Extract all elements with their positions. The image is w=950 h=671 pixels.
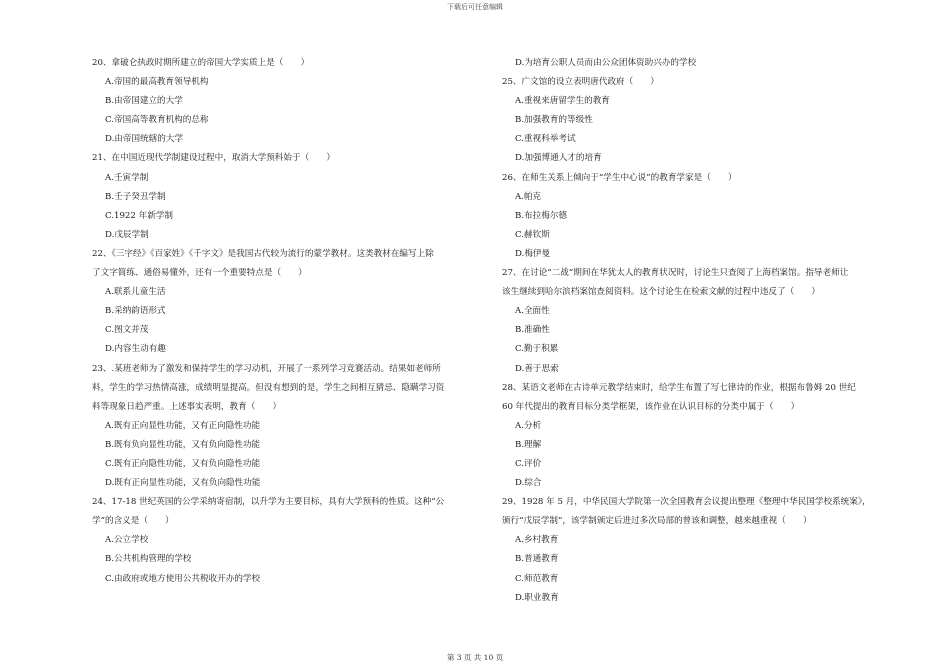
left-column xyxy=(92,54,502,589)
answer-option: A.帕克 xyxy=(515,191,542,202)
answer-option: D.戊辰学制 xyxy=(105,229,149,240)
question-text: 24、17-18 世纪英国的公学采纳寄宿制，以升学为主要目标，具有大学预科的性质。这种“公 xyxy=(92,497,445,508)
answer-option: C.由政府或地方使用公共税收开办的学校 xyxy=(105,573,261,584)
answer-option: A.分析 xyxy=(515,420,542,431)
answer-option: C.图文并茂 xyxy=(105,325,149,336)
question-text: 了文字简练、通俗易懂外，还有一个重要特点是（ ） xyxy=(92,268,307,279)
question-text: 60 年代提出的教育目标分类学框架，该作业在认识目标的分类中属于（ ） xyxy=(502,401,800,412)
answer-option: C.帝国高等教育机构的总称 xyxy=(105,115,209,126)
question-text: 27、在讨论“二战”期间在华犹太人的教育状况时，讨论生只查阅了上海档案馆。指导老师让 xyxy=(502,268,849,279)
answer-option: D.综合 xyxy=(515,478,542,489)
answer-option: A.乡村教育 xyxy=(515,535,559,546)
question-text: 26、在师生关系上倾向于“学生中心说”的教育学家是（ ） xyxy=(502,172,737,183)
question-text: 25、广文馆的设立表明唐代政府（ ） xyxy=(502,77,660,88)
answer-option: C.重视科举考试 xyxy=(515,134,576,145)
answer-option: B.理解 xyxy=(515,439,542,450)
answer-option: A.壬寅学制 xyxy=(105,172,149,183)
question-text: 料，学生的学习热情高涨，成绩明显提高。但没有想到的是，学生之间相互猜忌、隐瞒学习资 xyxy=(92,382,445,393)
question-text: 料等现象日趋严重。上述事实表明，教育（ ） xyxy=(92,401,282,412)
answer-option: D.由帝国统辖的大学 xyxy=(105,134,184,145)
question-text: 颁行“戊辰学制”，该学制颁定后进过多次局部的曾该和调整，越来越重视（ ） xyxy=(502,516,812,527)
answer-option: B.壬子癸丑学制 xyxy=(105,191,166,202)
question-text: 20、拿破仑执政时期所建立的帝国大学实质上是（ ） xyxy=(92,58,310,68)
answer-option: B.公共机构管理的学校 xyxy=(105,554,192,565)
answer-option: A.重视来唐留学生的教育 xyxy=(515,96,610,107)
answer-option: A.联系儿童生活 xyxy=(105,287,166,298)
answer-option: A.公立学校 xyxy=(105,535,149,546)
answer-option: B.既有负向显性功能，又有负向隐性功能 xyxy=(105,439,261,450)
question-text: 29、1928 年 5 月，中华民国大学院第一次全国教育会议提出整理《整理中华民国学校系统案》， xyxy=(502,497,871,508)
question-text: 23、.某班老师为了激发和保持学生的学习动机，开展了一系列学习竞赛活动。结果如老师所 xyxy=(92,363,441,374)
answer-option: D.加强博通人才的培育 xyxy=(515,153,602,164)
page-header: 下载后可任意编辑 xyxy=(447,3,503,11)
answer-option: B.由帝国建立的大学 xyxy=(105,96,183,107)
answer-option: C.勤于积累 xyxy=(515,344,559,355)
answer-option: D.既有正向显性功能，又有负向隐性功能 xyxy=(105,478,261,489)
question-text: 22、《三字经》《百家姓》《千字文》是我国古代较为流行的蒙学教材。这类教材在编写上除 xyxy=(92,248,434,259)
answer-option: D.内容生动有趣 xyxy=(105,344,166,355)
answer-option: C.赫钦斯 xyxy=(515,229,550,240)
answer-option: B.加强教育的等级性 xyxy=(515,115,593,126)
answer-option: D.为培育公职人员而由公众团体资助兴办的学校 xyxy=(515,58,697,68)
answer-option: C.1922 年新学制 xyxy=(105,210,173,221)
right-column xyxy=(502,54,912,608)
answer-option: B.采纳韵语形式 xyxy=(105,306,166,317)
answer-option: C.师范教育 xyxy=(515,573,559,584)
answer-option: D.梅伊曼 xyxy=(515,248,551,259)
question-text: 28、某语文老师在古诗单元教学结束时，给学生布置了写七律诗的作业，根据布鲁姆 20 世纪 xyxy=(502,382,856,393)
answer-option: A.全面性 xyxy=(515,306,550,317)
question-text: 学”的含义是（ ） xyxy=(92,516,174,527)
answer-option: B.准确性 xyxy=(515,325,550,336)
page-footer: 第 3 页 共 10 页 xyxy=(446,653,504,662)
question-text: 该生继续到哈尔滨档案馆查阅资料。这个讨论生在检索文献的过程中违反了（ ） xyxy=(502,287,820,298)
answer-option: C.既有正向隐性功能，又有负向隐性功能 xyxy=(105,458,261,469)
answer-option: B.布拉梅尔德 xyxy=(515,210,568,221)
question-text: 21、在中国近现代学制建设过程中，取消大学预科始于（ ） xyxy=(92,153,335,164)
answer-option: B.普通教育 xyxy=(515,554,559,565)
answer-option: D.职业教育 xyxy=(515,592,559,603)
answer-option: C.评价 xyxy=(515,458,542,469)
answer-option: D.善于思索 xyxy=(515,363,559,374)
answer-option: A.帝国的最高教育领导机构 xyxy=(105,77,209,88)
answer-option: A.既有正向显性功能，又有正向隐性功能 xyxy=(105,420,261,431)
